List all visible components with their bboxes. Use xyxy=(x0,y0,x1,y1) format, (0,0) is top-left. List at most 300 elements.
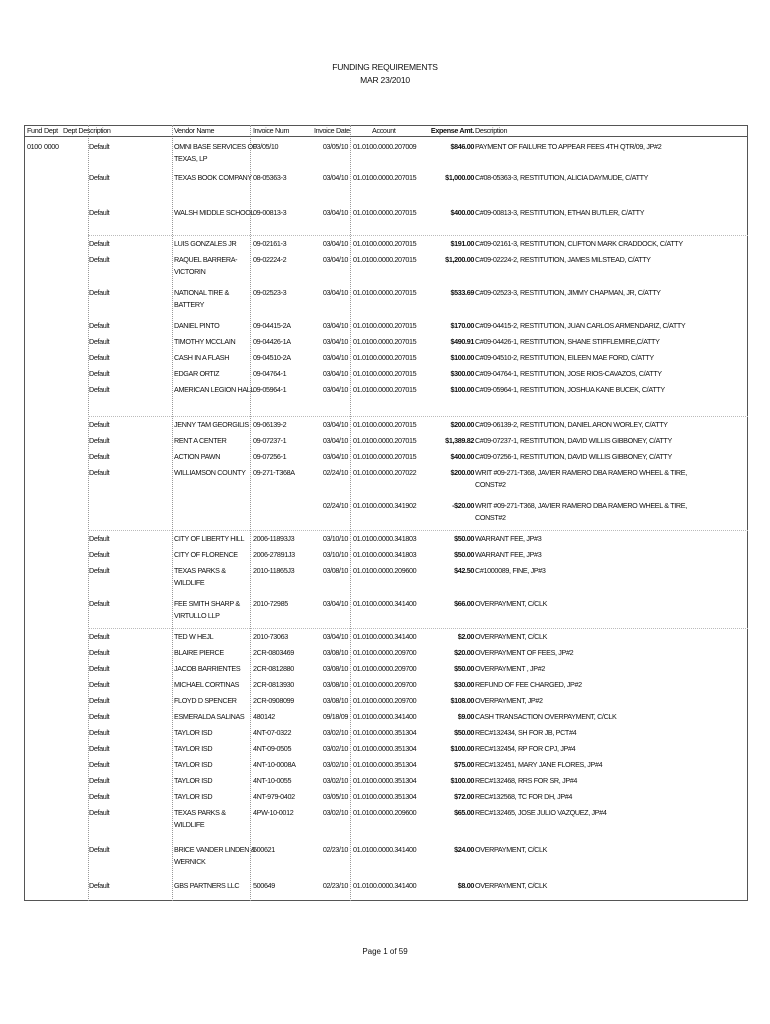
expense-amt-cell: $100.00 xyxy=(450,776,474,785)
vendor-name-cell-line: JACOB BARRIENTES xyxy=(174,664,241,673)
invoice-date-cell: 03/08/10 xyxy=(322,566,348,575)
col-description: Description xyxy=(475,126,508,135)
dept-description-cell: Default xyxy=(89,534,110,543)
description-cell xyxy=(475,791,572,803)
dept-description-cell: Default xyxy=(89,353,110,362)
expense-amt-cell: $400.00 xyxy=(450,208,474,217)
invoice-date-cell: 02/24/10 xyxy=(322,501,348,510)
expense-amt-cell: $1,389.82 xyxy=(445,436,474,445)
invoice-num-cell: 2010-72985 xyxy=(253,599,288,608)
description-cell xyxy=(475,336,660,348)
vendor-name-cell-line: WERNICK xyxy=(174,857,206,866)
expense-amt-cell: $72.00 xyxy=(454,792,474,801)
description-cell xyxy=(475,320,685,332)
expense-amt-cell: $100.00 xyxy=(450,385,474,394)
description-cell-line: C#08-05363-3, RESTITUTION, ALICIA DAYMUDE, C/ATTY xyxy=(475,173,649,182)
description-cell xyxy=(475,435,672,447)
report-title: FUNDING REQUIREMENTS xyxy=(332,62,438,72)
vendor-name-cell xyxy=(174,727,212,739)
col-account: Account xyxy=(372,126,396,135)
account-cell: 01.0100.0000.207015 xyxy=(353,255,417,264)
dept-description-cell: Default xyxy=(89,255,110,264)
invoice-date-cell: 03/05/10 xyxy=(322,792,348,801)
invoice-num-cell: 4NT-10-0055 xyxy=(253,776,292,785)
description-cell-line: WRIT #09-271-T368, JAVIER RAMERO DBA RAMERO WHEEL & TIRE, xyxy=(475,468,687,477)
invoice-num-cell: 480142 xyxy=(253,712,275,721)
dept-description-cell: Default xyxy=(89,566,110,575)
invoice-num-cell: 2CR-0813930 xyxy=(253,680,294,689)
vendor-name-cell xyxy=(174,844,255,868)
description-cell-line: C#09-04426-1, RESTITUTION, SHANE STIFFLEMIRE,C/ATTY xyxy=(475,337,660,346)
invoice-date-cell: 03/04/10 xyxy=(322,353,348,362)
description-cell-line: C#09-06139-2, RESTITUTION, DANIEL ARON WORLEY, C/ATTY xyxy=(475,420,668,429)
invoice-date-cell: 03/02/10 xyxy=(322,728,348,737)
row-divider xyxy=(88,628,748,629)
account-cell: 01.0100.0000.207009 xyxy=(353,142,417,151)
expense-amt-cell: $20.00 xyxy=(454,648,474,657)
invoice-date-cell: 03/04/10 xyxy=(322,239,348,248)
description-cell xyxy=(475,565,546,577)
col-invoice-date: Invoice Date xyxy=(314,126,350,135)
vendor-name-cell xyxy=(174,598,240,622)
account-cell: 01.0100.0000.351304 xyxy=(353,792,417,801)
description-cell xyxy=(475,238,683,250)
dept-description-cell: Default xyxy=(89,728,110,737)
description-cell-line: CONST#2 xyxy=(475,480,506,489)
vendor-name-cell-line: OMNI BASE SERVICES OF xyxy=(174,142,257,151)
vendor-name-cell-line: WILDLIFE xyxy=(174,820,205,829)
account-cell: 01.0100.0000.341400 xyxy=(353,599,417,608)
invoice-date-cell: 03/08/10 xyxy=(322,664,348,673)
vendor-name-cell-line: MICHAEL CORTINAS xyxy=(174,680,240,689)
vendor-name-cell-line: TED W HEJL xyxy=(174,632,214,641)
invoice-date-cell: 03/10/10 xyxy=(322,550,348,559)
account-cell: 01.0100.0000.207015 xyxy=(353,385,417,394)
expense-amt-cell: $170.00 xyxy=(450,321,474,330)
vendor-name-cell-line: VIRTULLO LLP xyxy=(174,611,220,620)
invoice-date-cell: 03/08/10 xyxy=(322,696,348,705)
grid-line xyxy=(350,125,351,901)
expense-amt-cell: $490.91 xyxy=(450,337,474,346)
vendor-name-cell xyxy=(174,743,212,755)
expense-amt-cell: $108.00 xyxy=(450,696,474,705)
expense-amt-cell: $50.00 xyxy=(454,664,474,673)
invoice-num-cell: 09-04415-2A xyxy=(253,321,291,330)
grid-line xyxy=(250,125,251,901)
invoice-num-cell: 4PW-10-0012 xyxy=(253,808,294,817)
expense-amt-cell: $1,200.00 xyxy=(445,255,474,264)
account-cell: 01.0100.0000.207015 xyxy=(353,337,417,346)
vendor-name-cell xyxy=(174,791,212,803)
description-cell-line: OVERPAYMENT, JP#2 xyxy=(475,696,543,705)
row-divider xyxy=(88,530,748,531)
invoice-num-cell: 09-07256-1 xyxy=(253,452,287,461)
description-cell xyxy=(475,727,576,739)
account-cell: 01.0100.0000.341803 xyxy=(353,550,417,559)
description-cell xyxy=(475,711,617,723)
description-cell xyxy=(475,775,577,787)
vendor-name-cell-line: BATTERY xyxy=(174,300,205,309)
invoice-date-cell: 03/04/10 xyxy=(322,255,348,264)
vendor-name-cell-line: WILDLIFE xyxy=(174,578,205,587)
expense-amt-cell: $50.00 xyxy=(454,534,474,543)
expense-amt-cell: $846.00 xyxy=(450,142,474,151)
account-cell: 01.0100.0000.351304 xyxy=(353,776,417,785)
account-cell: 01.0100.0000.341400 xyxy=(353,845,417,854)
invoice-date-cell: 03/02/10 xyxy=(322,760,348,769)
account-cell: 01.0100.0000.341400 xyxy=(353,881,417,890)
description-cell-line: C#09-02161-3, RESTITUTION, CLIFTON MARK CRADDOCK, C/ATTY xyxy=(475,239,683,248)
invoice-date-cell: 03/04/10 xyxy=(322,452,348,461)
invoice-num-cell: 500621 xyxy=(253,845,275,854)
invoice-num-cell: 09-04426-1A xyxy=(253,337,291,346)
vendor-name-cell-line: RAQUEL BARRERA- xyxy=(174,255,238,264)
vendor-name-cell-line: DANIEL PINTO xyxy=(174,321,220,330)
invoice-date-cell: 03/02/10 xyxy=(322,776,348,785)
description-cell xyxy=(475,759,602,771)
vendor-name-cell xyxy=(174,141,257,165)
invoice-date-cell: 03/02/10 xyxy=(322,808,348,817)
vendor-name-cell-line: TEXAS BOOK COMPANY xyxy=(174,173,252,182)
account-cell: 01.0100.0000.207015 xyxy=(353,369,417,378)
description-cell xyxy=(475,419,668,431)
invoice-date-cell: 03/08/10 xyxy=(322,648,348,657)
account-cell: 01.0100.0000.209600 xyxy=(353,566,417,575)
account-cell: 01.0100.0000.207015 xyxy=(353,452,417,461)
description-cell-line: C#09-07256-1, RESTITUTION, DAVID WILLIS GIBBONEY, C/ATTY xyxy=(475,452,672,461)
invoice-date-cell: 03/04/10 xyxy=(322,599,348,608)
account-cell: 01.0100.0000.207015 xyxy=(353,436,417,445)
vendor-name-cell-line: WALSH MIDDLE SCHOOL xyxy=(174,208,255,217)
invoice-num-cell: 2CR-0812880 xyxy=(253,664,294,673)
dept-description-cell: Default xyxy=(89,712,110,721)
dept-description-cell: Default xyxy=(89,337,110,346)
description-cell-line: C#09-05964-1, RESTITUTION, JOSHUA KANE BUCEK, C/ATTY xyxy=(475,385,665,394)
invoice-num-cell: 500649 xyxy=(253,881,275,890)
description-cell-line: OVERPAYMENT , JP#2 xyxy=(475,664,545,673)
invoice-num-cell: 4NT-979-0402 xyxy=(253,792,295,801)
vendor-name-cell xyxy=(174,695,237,707)
vendor-name-cell-line: CITY OF FLORENCE xyxy=(174,550,238,559)
account-cell: 01.0100.0000.351304 xyxy=(353,744,417,753)
dept-description-cell: Default xyxy=(89,239,110,248)
dept-description-cell: Default xyxy=(89,321,110,330)
invoice-date-cell: 03/04/10 xyxy=(322,369,348,378)
vendor-name-cell-line: GBS PARTNERS LLC xyxy=(174,881,240,890)
dept-description-cell: Default xyxy=(89,696,110,705)
account-cell: 01.0100.0000.341400 xyxy=(353,712,417,721)
description-cell-line: REC#132568, TC FOR DH, JP#4 xyxy=(475,792,573,801)
invoice-num-cell: 09-07237-1 xyxy=(253,436,287,445)
dept-description-cell: Default xyxy=(89,760,110,769)
description-cell-line: C#09-04510-2, RESTITUTION, EILEEN MAE FORD, C/ATTY xyxy=(475,353,654,362)
vendor-name-cell xyxy=(174,679,239,691)
dept-description-cell: Default xyxy=(89,385,110,394)
invoice-num-cell: 09-00813-3 xyxy=(253,208,287,217)
description-cell-line: C#09-04415-2, RESTITUTION, JUAN CARLOS ARMENDARIZ, C/ATTY xyxy=(475,321,686,330)
col-expense-amt: Expense Amt. xyxy=(430,126,474,135)
expense-amt-cell: $9.00 xyxy=(457,712,474,721)
grid-line xyxy=(172,125,173,901)
dept-description-cell: Default xyxy=(89,648,110,657)
vendor-name-cell xyxy=(174,549,238,561)
description-cell-line: PAYMENT OF FAILURE TO APPEAR FEES 4TH QTR/09, JP#2 xyxy=(475,142,662,151)
dept-description-cell: Default xyxy=(89,142,110,151)
description-cell-line: OVERPAYMENT, C/CLK xyxy=(475,632,548,641)
invoice-num-cell: 09-02224-2 xyxy=(253,255,287,264)
expense-amt-cell: $100.00 xyxy=(450,353,474,362)
expense-amt-cell: $50.00 xyxy=(454,550,474,559)
description-cell xyxy=(475,467,687,491)
account-cell: 01.0100.0000.341902 xyxy=(353,501,417,510)
invoice-num-cell: 09-05964-1 xyxy=(253,385,287,394)
account-cell: 01.0100.0000.207015 xyxy=(353,239,417,248)
row-divider xyxy=(88,416,748,417)
description-cell-line: C#09-02224-2, RESTITUTION, JAMES MILSTEAD, C/ATTY xyxy=(475,255,651,264)
dept-description-cell: Default xyxy=(89,776,110,785)
vendor-name-cell-line: TAYLOR ISD xyxy=(174,744,213,753)
description-cell-line: REC#132434, SH FOR JB, PCT#4 xyxy=(475,728,577,737)
invoice-date-cell: 03/04/10 xyxy=(322,337,348,346)
expense-amt-cell: $300.00 xyxy=(450,369,474,378)
account-cell: 01.0100.0000.207015 xyxy=(353,321,417,330)
account-cell: 01.0100.0000.207015 xyxy=(353,288,417,297)
col-vendor: Vendor Name xyxy=(174,126,215,135)
description-cell xyxy=(475,533,541,545)
invoice-date-cell: 02/23/10 xyxy=(322,881,348,890)
vendor-name-cell xyxy=(174,435,226,447)
description-cell-line: C#09-04764-1, RESTITUTION, JOSE RIOS-CAVAZOS, C/ATTY xyxy=(475,369,662,378)
vendor-name-cell-line: CITY OF LIBERTY HILL xyxy=(174,534,245,543)
description-cell-line: REC#132451, MARY JANE FLORES, JP#4 xyxy=(475,760,603,769)
description-cell-line: C#09-07237-1, RESTITUTION, DAVID WILLIS GIBBONEY, C/ATTY xyxy=(475,436,672,445)
vendor-name-cell-line: BLAIRE PIERCE xyxy=(174,648,224,657)
description-cell-line: WRIT #09-271-T368, JAVIER RAMERO DBA RAMERO WHEEL & TIRE, xyxy=(475,501,687,510)
invoice-num-cell: 09-04510-2A xyxy=(253,353,291,362)
expense-amt-cell: $75.00 xyxy=(454,760,474,769)
vendor-name-cell-line: TEXAS PARKS & xyxy=(174,566,226,575)
dept-description-cell: Default xyxy=(89,792,110,801)
description-cell-line: CONST#2 xyxy=(475,513,506,522)
vendor-name-cell xyxy=(174,533,244,545)
expense-amt-cell: $100.00 xyxy=(450,744,474,753)
description-cell-line: C#1000089, FINE, JP#3 xyxy=(475,566,546,575)
description-cell xyxy=(475,743,575,755)
dept-description-cell: Default xyxy=(89,452,110,461)
account-cell: 01.0100.0000.207015 xyxy=(353,208,417,217)
vendor-name-cell-line: JENNY TAM GEORGILIS xyxy=(174,420,249,429)
vendor-name-cell-line: FEE SMITH SHARP & xyxy=(174,599,240,608)
vendor-name-cell xyxy=(174,565,226,589)
col-dept: Dept xyxy=(44,126,58,135)
row-divider xyxy=(88,235,748,236)
invoice-num-cell: 4NT-10-0008A xyxy=(253,760,296,769)
invoice-date-cell: 03/05/10 xyxy=(322,142,348,151)
dept-description-cell: Default xyxy=(89,632,110,641)
fund-cell: 0100 xyxy=(27,142,42,151)
description-cell xyxy=(475,500,687,524)
invoice-num-cell: 2CR-0803469 xyxy=(253,648,294,657)
description-cell xyxy=(475,368,662,380)
expense-amt-cell: $191.00 xyxy=(450,239,474,248)
expense-amt-cell: $24.00 xyxy=(454,845,474,854)
vendor-name-cell-line: TIMOTHY MCCLAIN xyxy=(174,337,236,346)
invoice-date-cell: 03/02/10 xyxy=(322,744,348,753)
dept-description-cell: Default xyxy=(89,680,110,689)
account-cell: 01.0100.0000.209700 xyxy=(353,680,417,689)
invoice-num-cell: 2006-27891J3 xyxy=(253,550,295,559)
vendor-name-cell-line: TEXAS, LP xyxy=(174,154,208,163)
vendor-name-cell xyxy=(174,384,254,396)
expense-amt-cell: $42.50 xyxy=(454,566,474,575)
dept-description-cell: Default xyxy=(89,664,110,673)
dept-description-cell: Default xyxy=(89,468,110,477)
vendor-name-cell xyxy=(174,759,212,771)
vendor-name-cell xyxy=(174,451,220,463)
vendor-name-cell-line: TAYLOR ISD xyxy=(174,760,213,769)
account-cell: 01.0100.0000.209600 xyxy=(353,808,417,817)
invoice-date-cell: 03/04/10 xyxy=(322,173,348,182)
account-cell: 01.0100.0000.351304 xyxy=(353,728,417,737)
vendor-name-cell-line: TAYLOR ISD xyxy=(174,792,213,801)
invoice-date-cell: 03/04/10 xyxy=(322,632,348,641)
invoice-num-cell: 09-02523-3 xyxy=(253,288,287,297)
vendor-name-cell-line: TAYLOR ISD xyxy=(174,728,213,737)
expense-amt-cell: -$20.00 xyxy=(452,501,474,510)
invoice-date-cell: 02/24/10 xyxy=(322,468,348,477)
vendor-name-cell-line: RENT A CENTER xyxy=(174,436,227,445)
invoice-num-cell: 09-02161-3 xyxy=(253,239,287,248)
description-cell-line: REC#132465, JOSE JULIO VAZQUEZ, JP#4 xyxy=(475,808,607,817)
invoice-date-cell: 09/18/09 xyxy=(322,712,348,721)
vendor-name-cell-line: VICTORIN xyxy=(174,267,206,276)
description-cell-line: CASH TRANSACTION OVERPAYMENT, C/CLK xyxy=(475,712,617,721)
dept-description-cell: Default xyxy=(89,369,110,378)
vendor-name-cell xyxy=(174,631,213,643)
account-cell: 01.0100.0000.207022 xyxy=(353,468,417,477)
vendor-name-cell-line: BRICE VANDER LINDEN & xyxy=(174,845,256,854)
dept-description-cell: Default xyxy=(89,808,110,817)
description-cell-line: REFUND OF FEE CHARGED, JP#2 xyxy=(475,680,582,689)
vendor-name-cell-line: FLOYD D SPENCER xyxy=(174,696,237,705)
description-cell xyxy=(475,254,651,266)
vendor-name-cell xyxy=(174,254,237,278)
vendor-name-cell xyxy=(174,775,212,787)
vendor-name-cell xyxy=(174,320,219,332)
description-cell xyxy=(475,352,654,364)
vendor-name-cell-line: AMERICAN LEGION HALL xyxy=(174,385,255,394)
invoice-date-cell: 02/23/10 xyxy=(322,845,348,854)
account-cell: 01.0100.0000.207015 xyxy=(353,420,417,429)
vendor-name-cell-line: NATIONAL TIRE & xyxy=(174,288,229,297)
description-cell xyxy=(475,880,547,892)
col-invoice-num: Invoice Num xyxy=(253,126,290,135)
page-number: Page 1 of 59 xyxy=(362,947,408,956)
invoice-date-cell: 03/04/10 xyxy=(322,385,348,394)
expense-amt-cell: $200.00 xyxy=(450,468,474,477)
vendor-name-cell xyxy=(174,172,252,184)
description-cell xyxy=(475,663,545,675)
description-cell xyxy=(475,172,648,184)
report-date: MAR 23/2010 xyxy=(360,75,410,85)
vendor-name-cell xyxy=(174,207,254,219)
vendor-name-cell xyxy=(174,352,229,364)
expense-amt-cell: $1,000.00 xyxy=(445,173,474,182)
vendor-name-cell-line: CASH IN A FLASH xyxy=(174,353,230,362)
description-cell-line: C#09-00813-3, RESTITUTION, ETHAN BUTLER, C/ATTY xyxy=(475,208,645,217)
expense-amt-cell: $400.00 xyxy=(450,452,474,461)
invoice-num-cell: 09-271-T368A xyxy=(253,468,295,477)
header-rule xyxy=(24,136,748,137)
description-cell-line: REC#132468, RRS FOR SR, JP#4 xyxy=(475,776,578,785)
vendor-name-cell-line: WILLIAMSON COUNTY xyxy=(174,468,246,477)
vendor-name-cell-line: EDGAR ORTIZ xyxy=(174,369,220,378)
invoice-date-cell: 03/04/10 xyxy=(322,208,348,217)
expense-amt-cell: $50.00 xyxy=(454,728,474,737)
dept-description-cell: Default xyxy=(89,208,110,217)
description-cell-line: OVERPAYMENT OF FEES, JP#2 xyxy=(475,648,574,657)
vendor-name-cell xyxy=(174,368,219,380)
dept-cell: 0000 xyxy=(44,142,59,151)
account-cell: 01.0100.0000.207015 xyxy=(353,173,417,182)
dept-description-cell: Default xyxy=(89,436,110,445)
vendor-name-cell xyxy=(174,287,229,311)
account-cell: 01.0100.0000.209700 xyxy=(353,648,417,657)
dept-description-cell: Default xyxy=(89,744,110,753)
account-cell: 01.0100.0000.351304 xyxy=(353,760,417,769)
invoice-num-cell: 4NT-07-0322 xyxy=(253,728,292,737)
vendor-name-cell xyxy=(174,880,239,892)
vendor-name-cell xyxy=(174,663,240,675)
account-cell: 01.0100.0000.209700 xyxy=(353,664,417,673)
description-cell-line: WARRANT FEE, JP#3 xyxy=(475,550,542,559)
vendor-name-cell-line: ACTION PAWN xyxy=(174,452,221,461)
vendor-name-cell xyxy=(174,238,236,250)
invoice-num-cell: 09-06139-2 xyxy=(253,420,287,429)
invoice-date-cell: 03/04/10 xyxy=(322,420,348,429)
expense-amt-cell: $200.00 xyxy=(450,420,474,429)
invoice-date-cell: 03/08/10 xyxy=(322,680,348,689)
expense-amt-cell: $66.00 xyxy=(454,599,474,608)
invoice-num-cell: 2010-11865J3 xyxy=(253,566,295,575)
dept-description-cell: Default xyxy=(89,550,110,559)
invoice-num-cell: 03/05/10 xyxy=(253,142,279,151)
vendor-name-cell xyxy=(174,419,249,431)
invoice-date-cell: 03/04/10 xyxy=(322,288,348,297)
description-cell-line: OVERPAYMENT, C/CLK xyxy=(475,845,548,854)
invoice-date-cell: 03/04/10 xyxy=(322,436,348,445)
account-cell: 01.0100.0000.341400 xyxy=(353,632,417,641)
invoice-num-cell: 4NT-09-0505 xyxy=(253,744,292,753)
invoice-num-cell: 2006-11893J3 xyxy=(253,534,295,543)
dept-description-cell: Default xyxy=(89,881,110,890)
vendor-name-cell-line: TEXAS PARKS & xyxy=(174,808,226,817)
description-cell-line: WARRANT FEE, JP#3 xyxy=(475,534,542,543)
vendor-name-cell-line: LUIS GONZALES JR xyxy=(174,239,237,248)
dept-description-cell: Default xyxy=(89,420,110,429)
vendor-name-cell-line: TAYLOR ISD xyxy=(174,776,213,785)
description-cell xyxy=(475,451,672,463)
vendor-name-cell xyxy=(174,467,246,479)
dept-description-cell: Default xyxy=(89,288,110,297)
invoice-date-cell: 03/10/10 xyxy=(322,534,348,543)
description-cell xyxy=(475,598,547,610)
description-cell xyxy=(475,844,547,856)
description-cell xyxy=(475,141,661,153)
invoice-num-cell: 08-05363-3 xyxy=(253,173,287,182)
description-cell-line: REC#132454, RP FOR CPJ, JP#4 xyxy=(475,744,576,753)
description-cell xyxy=(475,647,573,659)
